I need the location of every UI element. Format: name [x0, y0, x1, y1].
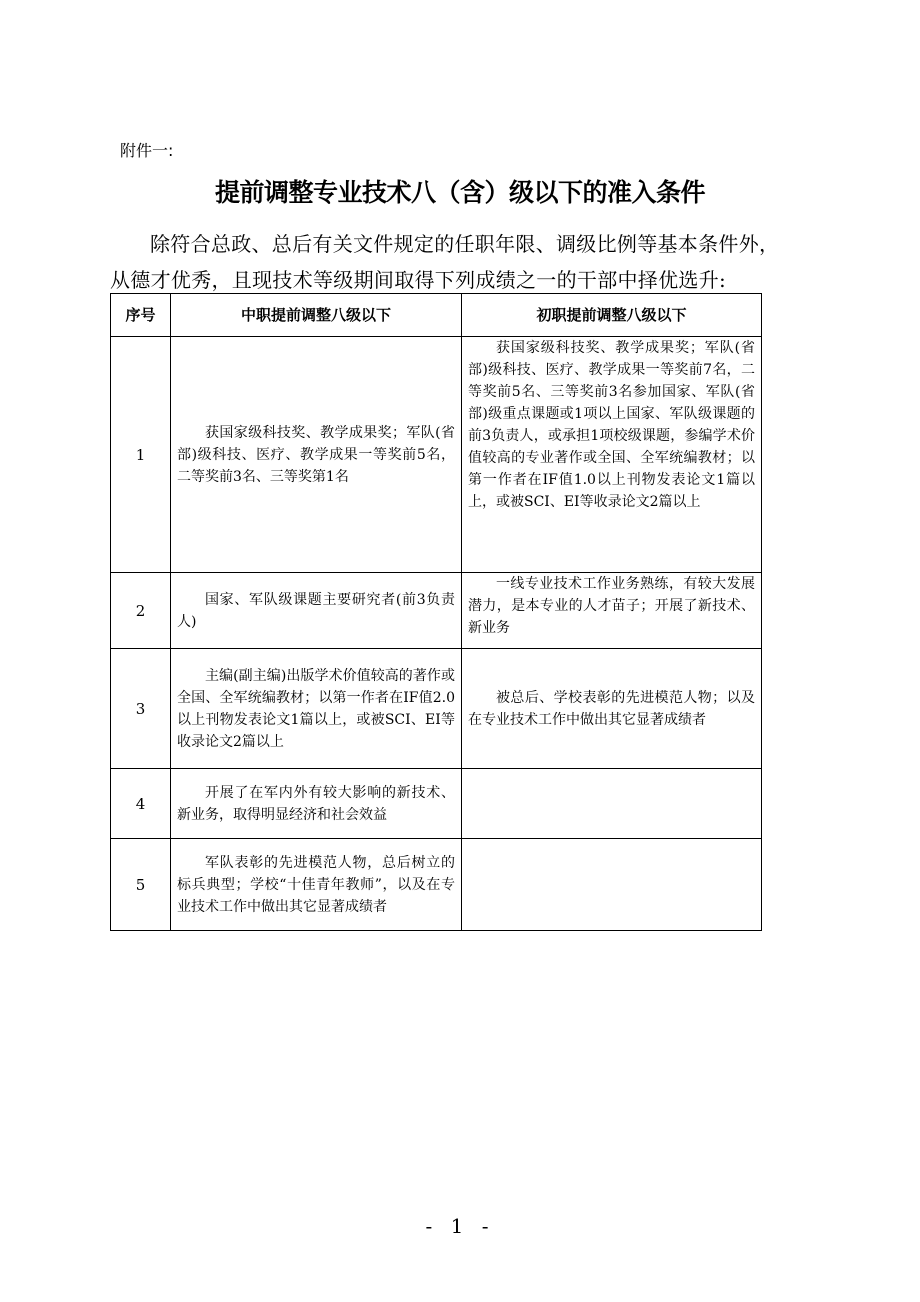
- row-junior-criteria: [462, 769, 762, 839]
- intro-paragraph: 除符合总政、总后有关文件规定的任职年限、调级比例等基本条件外，从德才优秀，且现技术等级期间取得下列成绩之一的干部中择优选升:: [110, 232, 780, 292]
- table-row: [111, 573, 762, 649]
- annex-label: 附件一:: [120, 141, 174, 160]
- row-no: 5: [111, 839, 171, 931]
- table-row: [111, 769, 762, 839]
- row-mid-criteria: 军队表彰的先进模范人物，总后树立的标兵典型；学校“十佳青年教师”，以及在专业技术工作中做出其它显著成绩者: [171, 839, 462, 931]
- row-no: 4: [111, 769, 171, 839]
- row-mid-criteria: 国家、军队级课题主要研究者(前3负责人): [171, 573, 462, 649]
- header-junior-level: 初职提前调整八级以下: [462, 294, 762, 337]
- row-no: 3: [111, 649, 171, 769]
- row-mid-criteria: 开展了在军内外有较大影响的新技术、新业务，取得明显经济和社会效益: [171, 769, 462, 839]
- table-header-row: [111, 294, 762, 337]
- table-row: [111, 839, 762, 931]
- page-number: - 1 -: [425, 1214, 495, 1238]
- row-junior-criteria: 被总后、学校表彰的先进模范人物；以及在专业技术工作中做出其它显著成绩者: [462, 649, 762, 769]
- criteria-table: [110, 293, 762, 931]
- document-title: 提前调整专业技术八（含）级以下的准入条件: [214, 178, 705, 207]
- row-mid-criteria: 主编(副主编)出版学术价值较高的著作或全国、全军统编教材；以第一作者在IF值2.0以上刊物发表论文1篇以上，或被SCI、EI等收录论文2篇以上: [171, 649, 462, 769]
- header-no: 序号: [111, 294, 171, 337]
- row-junior-criteria: 一线专业技术工作业务熟练，有较大发展潜力，是本专业的人才苗子；开展了新技术、新业务: [462, 573, 762, 649]
- table-row: [111, 649, 762, 769]
- row-junior-criteria: 获国家级科技奖、教学成果奖；军队(省部)级科技、医疗、教学成果一等奖前7名，二等奖前5名、三等奖前3名参加国家、军队(省部)级重点课题或1项以上国家、军队级课题的前3负责人，或承担1项校级课题，参编学术价值较高的专业著作或全国、全军统编教材；以第一作者在IF值1.0以上刊物发表论文1篇以上，或被SCI、EI等收录论文2篇以上: [462, 337, 762, 573]
- row-mid-criteria: 获国家级科技奖、教学成果奖；军队(省部)级科技、医疗、教学成果一等奖前5名，二等奖前3名、三等奖第1名: [171, 337, 462, 573]
- header-mid-level: 中职提前调整八级以下: [171, 294, 462, 337]
- row-no: 1: [111, 337, 171, 573]
- table-row: [111, 337, 762, 573]
- row-no: 2: [111, 573, 171, 649]
- row-junior-criteria: [462, 839, 762, 931]
